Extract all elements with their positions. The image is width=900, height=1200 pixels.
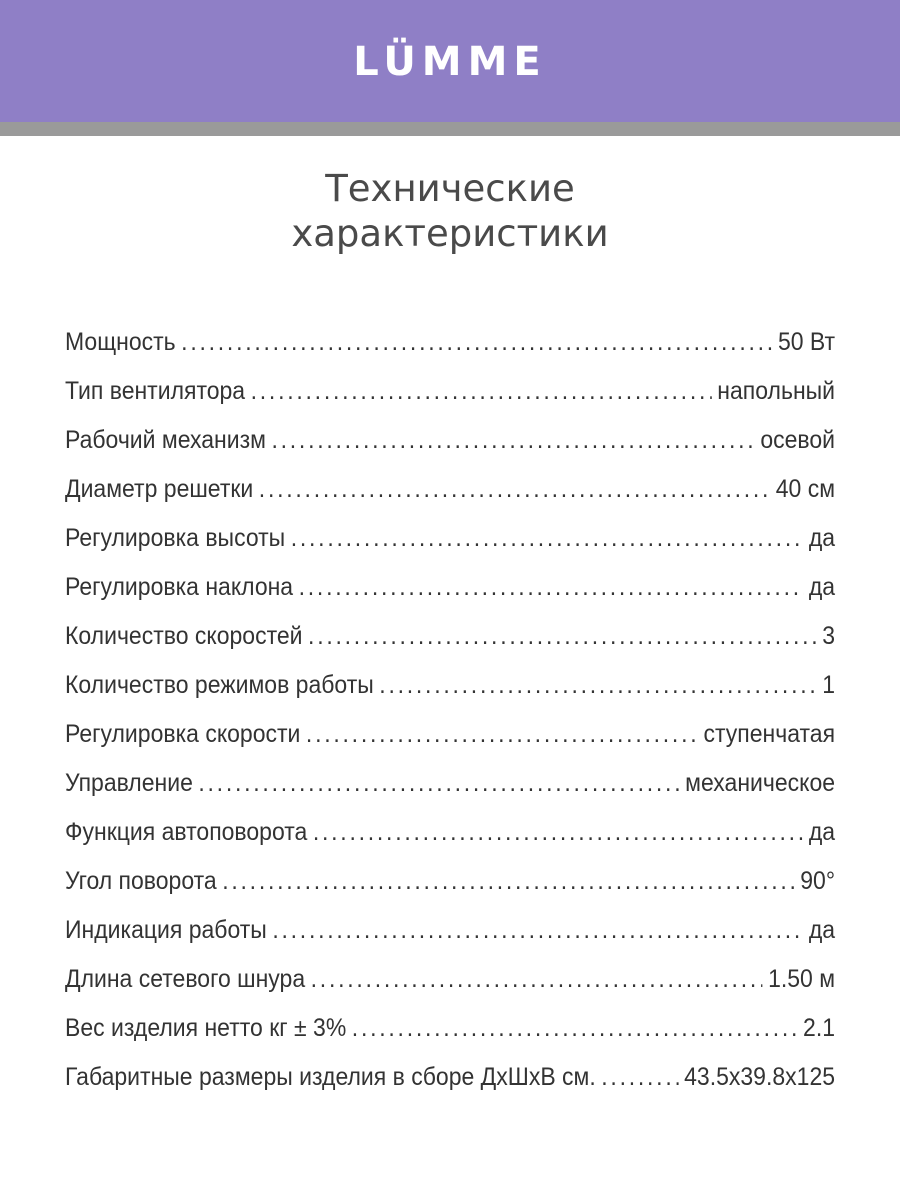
dot-leader — [313, 808, 803, 857]
dot-leader — [259, 465, 770, 514]
dot-leader — [181, 318, 772, 367]
dot-leader — [379, 661, 816, 710]
spec-row — [65, 367, 835, 416]
spec-row — [65, 808, 835, 857]
spec-row — [65, 1053, 835, 1102]
spec-row — [65, 465, 835, 514]
dot-leader — [271, 416, 754, 465]
spec-value: да — [808, 818, 836, 846]
spec-value: механическое — [685, 769, 836, 797]
dot-leader — [352, 1004, 798, 1053]
spec-value: 3 — [822, 622, 836, 650]
spec-value: 1 — [822, 671, 836, 699]
spec-label: Мощность — [65, 328, 176, 356]
spec-label: Рабочий механизм — [65, 426, 266, 454]
spec-row — [65, 955, 835, 1004]
spec-label: Управление — [65, 769, 193, 797]
dot-leader — [222, 857, 794, 906]
dot-leader — [306, 710, 698, 759]
dot-leader — [601, 1053, 678, 1102]
spec-label: Угол поворота — [65, 867, 217, 895]
spec-row — [65, 563, 835, 612]
spec-row — [65, 612, 835, 661]
dot-leader — [251, 367, 712, 416]
spec-value: да — [808, 573, 836, 601]
spec-row — [65, 416, 835, 465]
spec-row — [65, 318, 835, 367]
spec-label: Количество режимов работы — [65, 671, 374, 699]
spec-row — [65, 710, 835, 759]
spec-label: Регулировка скорости — [65, 720, 301, 748]
spec-label: Вес изделия нетто кг ± 3% — [65, 1014, 347, 1042]
header-stripe — [0, 122, 900, 136]
dot-leader — [272, 906, 803, 955]
spec-label: Индикация работы — [65, 916, 267, 944]
spec-label: Регулировка наклона — [65, 573, 294, 601]
brand-header — [0, 0, 900, 122]
spec-value: 50 Вт — [777, 328, 836, 356]
spec-value: 43.5x39.8x125 — [684, 1063, 836, 1091]
dot-leader — [308, 612, 817, 661]
spec-value: да — [808, 916, 836, 944]
spec-label: Функция автоповорота — [65, 818, 308, 846]
page-title-line-2: характеристики — [291, 212, 609, 255]
spec-value: 90° — [800, 867, 836, 895]
page-title — [0, 166, 900, 256]
spec-row — [65, 1004, 835, 1053]
spec-row — [65, 661, 835, 710]
spec-label: Регулировка высоты — [65, 524, 286, 552]
page-title-line-1: Технические — [325, 167, 575, 210]
spec-row — [65, 759, 835, 808]
spec-value: осевой — [760, 426, 836, 454]
spec-label: Длина сетевого шнура — [65, 965, 306, 993]
spec-row — [65, 514, 835, 563]
spec-value: 2.1 — [803, 1014, 836, 1042]
spec-value: 1.50 м — [768, 965, 836, 993]
brand-logo: LÜMME — [353, 39, 547, 85]
spec-label: Габаритные размеры изделия в сборе ДхШхВ см. — [65, 1063, 596, 1091]
spec-value: напольный — [717, 377, 836, 405]
spec-label: Количество скоростей — [65, 622, 303, 650]
spec-label: Диаметр решетки — [65, 475, 254, 503]
spec-label: Тип вентилятора — [65, 377, 246, 405]
spec-list — [65, 318, 835, 1102]
spec-value: да — [808, 524, 836, 552]
dot-leader — [291, 514, 804, 563]
spec-row — [65, 906, 835, 955]
dot-leader — [311, 955, 763, 1004]
spec-value: 40 см — [775, 475, 836, 503]
dot-leader — [198, 759, 679, 808]
spec-value: ступенчатая — [703, 720, 836, 748]
spec-row — [65, 857, 835, 906]
dot-leader — [299, 563, 804, 612]
